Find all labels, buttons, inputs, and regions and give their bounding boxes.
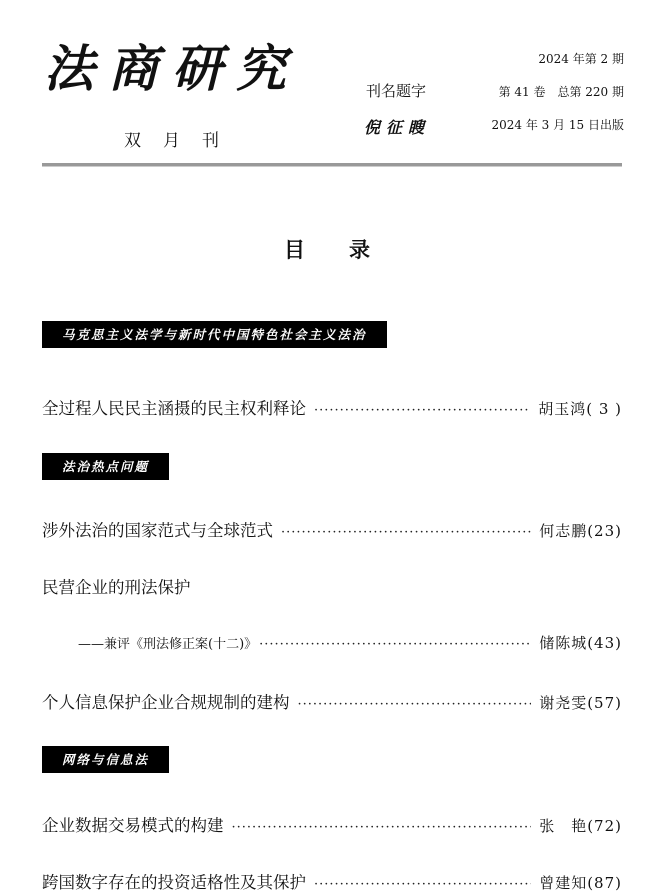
author-page: 谢尧雯(57): [539, 694, 622, 712]
author-page: 何志鹏(23): [539, 522, 622, 540]
section-heading-network-info-law: 网络与信息法: [42, 746, 169, 773]
issue-number: 2024 年第 2 期: [538, 52, 624, 66]
toc-entry-title-line[interactable]: [42, 574, 622, 598]
leader-dots: [232, 820, 532, 835]
leader-dots: [259, 637, 531, 652]
leader-dots: [314, 403, 530, 418]
toc-entry[interactable]: [42, 517, 622, 541]
toc-entry[interactable]: [42, 869, 622, 893]
header-divider: [42, 163, 622, 167]
section-heading-marxist-law: 马克思主义法学与新时代中国特色社会主义法治: [42, 321, 387, 348]
article-subtitle[interactable]: ——兼评《刑法修正案(十二)》: [78, 637, 258, 652]
toc-entry-subtitle-line[interactable]: [78, 632, 622, 653]
toc-entry[interactable]: [42, 812, 622, 836]
article-title[interactable]: 跨国数字存在的投资适格性及其保护: [42, 873, 306, 892]
toc-entry[interactable]: [42, 689, 622, 713]
article-title[interactable]: 企业数据交易模式的构建: [42, 816, 224, 835]
article-title[interactable]: 全过程人民民主涵摄的民主权利释论: [42, 399, 306, 418]
author-page: 储陈城(43): [539, 634, 622, 652]
author-page: 曾建知(87): [539, 874, 622, 892]
article-title[interactable]: 涉外法治的国家范式与全球范式: [42, 521, 273, 540]
leader-dots: [298, 697, 532, 712]
frequency-label: 双月刊: [124, 131, 241, 151]
article-title[interactable]: 个人信息保护企业合规规制的建构: [42, 693, 290, 712]
publication-date: 2024 年 3 月 15 日出版: [491, 118, 624, 132]
leader-dots: [281, 525, 531, 540]
volume-number: 第 41 卷 总第 220 期: [498, 85, 624, 99]
toc-entry[interactable]: [42, 395, 622, 419]
title-inscription-signature: 倪征瞍: [364, 118, 431, 137]
leader-dots: [314, 877, 531, 892]
article-title[interactable]: 民营企业的刑法保护: [42, 578, 191, 597]
title-inscription-label: 刊名题字: [366, 82, 427, 100]
author-page: 胡玉鸿( 3 ): [538, 400, 622, 418]
journal-name-logo: 法商研究: [44, 39, 300, 98]
section-heading-hot-issues: 法治热点问题: [42, 453, 169, 480]
author-page: 张 艳(72): [539, 817, 622, 835]
toc-title: 目录: [284, 237, 414, 262]
